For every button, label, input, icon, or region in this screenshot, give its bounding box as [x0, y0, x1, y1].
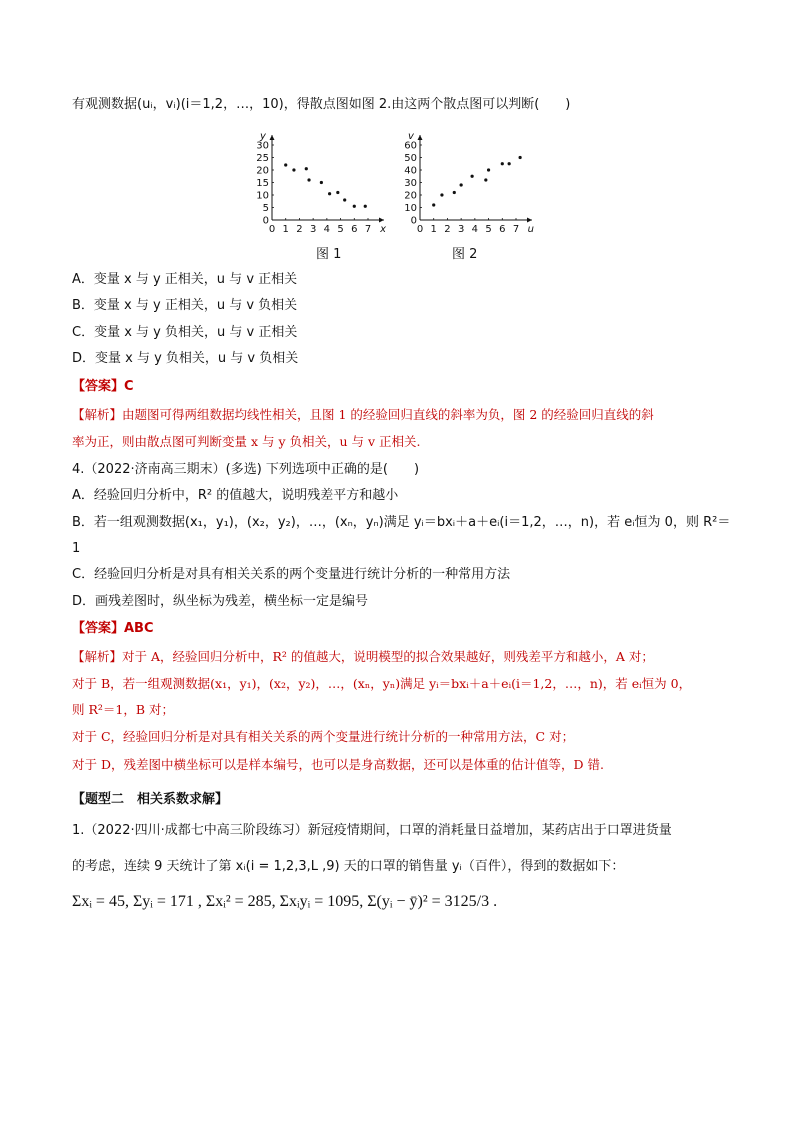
summation-formulas: Σxᵢ = 45, Σyᵢ = 171 , Σxᵢ² = 285, Σxᵢyᵢ = 1095, Σ(yᵢ − ȳ)² = 3125/3 .: [72, 893, 498, 910]
scatter-point: [292, 168, 295, 171]
x-tick-label: 2: [444, 224, 451, 235]
y-tick-label: 30: [404, 178, 417, 189]
y-axis-arrow: [418, 135, 423, 140]
q3-option-b: B．变量 x 与 y 正相关，u 与 v 负相关: [72, 298, 298, 313]
q3-option-a: A．变量 x 与 y 正相关，u 与 v 正相关: [72, 272, 298, 287]
x-tick-label: 6: [351, 224, 358, 235]
q3-option-c: C．变量 x 与 y 负相关，u 与 v 正相关: [72, 325, 298, 340]
q4-stem: 4.（2022·济南高三期末）(多选) 下列选项中正确的是( ): [72, 462, 420, 477]
figure-2-caption: 图 2: [452, 247, 478, 262]
scatter-point: [501, 162, 504, 165]
q4-answer: 【答案】ABC: [72, 621, 154, 636]
x-axis-label: x: [380, 224, 386, 235]
scatter-point: [307, 178, 310, 181]
section2-q1-line-1: 1.（2022·四川·成都七中高三阶段练习）新冠疫情期间，口罩的消耗量日益增加，某药店出于口罩进货量: [72, 823, 672, 838]
y-tick-label: 60: [404, 140, 417, 152]
q4-explanation-line-4: 对于 C，经验回归分析是对具有相关关系的两个变量进行统计分析的一种常用方法，C 对；: [72, 729, 575, 744]
y-tick-label: 20: [256, 165, 269, 177]
scatter-point: [432, 203, 435, 206]
q4-explanation-line-5: 对于 D，残差图中横坐标可以是样本编号，也可以是身高数据，还可以是体重的估计值等，D 错.: [72, 757, 604, 772]
q4-explanation-line-2: 对于 B，若一组观测数据(x₁，y₁)，(x₂，y₂)，…，(xₙ，yₙ)满足 yᵢ＝bxᵢ＋a＋eᵢ(i＝1,2，…，n)，若 eᵢ恒为 0，: [72, 676, 692, 691]
y-tick-label: 50: [404, 153, 417, 164]
scatter-point: [353, 205, 356, 208]
x-tick-label: 4: [323, 224, 331, 235]
scatter-plot-2: [400, 118, 546, 236]
y-tick-label: 15: [256, 178, 269, 189]
q3-explanation-line-1: 【解析】由题图可得两组数据均线性相关，且图 1 的经验回归直线的斜率为负，图 2 的经验回归直线的斜: [72, 407, 654, 422]
x-tick-label: 4: [471, 224, 479, 235]
scatter-point: [364, 205, 367, 208]
scatter-point: [460, 183, 463, 186]
x-tick-label: 1: [430, 224, 437, 235]
q4-option-c: C．经验回归分析是对具有相关关系的两个变量进行统计分析的一种常用方法: [72, 567, 511, 582]
q4-option-b: B．若一组观测数据(x₁，y₁)，(x₂，y₂)，…，(xₙ，yₙ)满足 yᵢ＝bxᵢ＋a＋eᵢ(i＝1,2，…，n)，若 eᵢ恒为 0，则 R²＝: [72, 515, 731, 530]
scatter-plot-1: [252, 118, 392, 236]
x-tick-label: 0: [416, 224, 424, 235]
x-tick-label: 5: [337, 224, 344, 235]
section2-q1-line-2: 的考虑，连续 9 天统计了第 xᵢ(i = 1,2,3,L ,9) 天的口罩的销售量 yᵢ（百件），得到的数据如下：: [72, 859, 625, 874]
y-tick-label: 0: [262, 215, 269, 227]
scatter-point: [487, 168, 490, 171]
x-tick-label: 0: [268, 224, 276, 235]
x-axis-label: u: [527, 224, 534, 235]
y-tick-label: 40: [404, 165, 417, 177]
y-axis-label: v: [408, 131, 414, 142]
x-tick-label: 3: [457, 224, 465, 235]
x-tick-label: 6: [499, 224, 506, 235]
scatter-point: [519, 156, 522, 159]
q4-option-b-cont: 1: [72, 541, 81, 556]
scatter-point: [305, 167, 308, 170]
y-tick-label: 10: [256, 190, 269, 202]
y-tick-label: 30: [256, 140, 269, 152]
y-tick-label: 10: [404, 203, 417, 214]
x-tick-label: 5: [485, 224, 492, 235]
scatter-point: [336, 191, 339, 194]
scatter-point: [484, 178, 487, 181]
q3-answer: 【答案】C: [72, 379, 134, 394]
x-tick-label: 7: [512, 224, 520, 235]
scatter-point: [440, 193, 443, 196]
section-heading: 【题型二 相关系数求解】: [72, 792, 229, 807]
x-tick-label: 7: [364, 224, 372, 235]
y-tick-label: 0: [410, 215, 417, 227]
scatter-point: [508, 162, 511, 165]
q4-explanation-line-1: 【解析】对于 A，经验回归分析中，R² 的值越大，说明模型的拟合效果越好，则残差平方和越小，A 对；: [72, 649, 654, 664]
figure-1-caption: 图 1: [316, 247, 342, 262]
y-axis-label: y: [260, 131, 266, 142]
y-axis-arrow: [270, 135, 275, 140]
x-axis-arrow: [379, 218, 384, 223]
scatter-point: [343, 198, 346, 201]
q3-option-d: D．变量 x 与 y 负相关，u 与 v 负相关: [72, 351, 299, 366]
x-tick-label: 2: [296, 224, 303, 235]
x-tick-label: 3: [309, 224, 317, 235]
scatter-point: [471, 175, 474, 178]
q3-explanation-line-2: 率为正，则由散点图可判断变量 x 与 y 负相关，u 与 v 正相关.: [72, 434, 421, 449]
scatter-point: [320, 181, 323, 184]
y-tick-label: 25: [256, 153, 269, 164]
x-axis-arrow: [527, 218, 532, 223]
q4-option-a: A．经验回归分析中，R² 的值越大，说明残差平方和越小: [72, 488, 399, 503]
scatter-point: [453, 191, 456, 194]
q3-stem: 有观测数据(uᵢ，vᵢ)(i＝1,2，…，10)，得散点图如图 2.由这两个散点图可以判断( ): [72, 97, 571, 112]
q4-option-d: D．画残差图时，纵坐标为残差，横坐标一定是编号: [72, 594, 369, 609]
q4-explanation-line-3: 则 R²＝1，B 对；: [72, 702, 175, 717]
y-tick-label: 20: [404, 190, 417, 202]
y-tick-label: 5: [262, 203, 269, 214]
scatter-point: [328, 192, 331, 195]
scatter-point: [284, 163, 287, 166]
x-tick-label: 1: [282, 224, 289, 235]
